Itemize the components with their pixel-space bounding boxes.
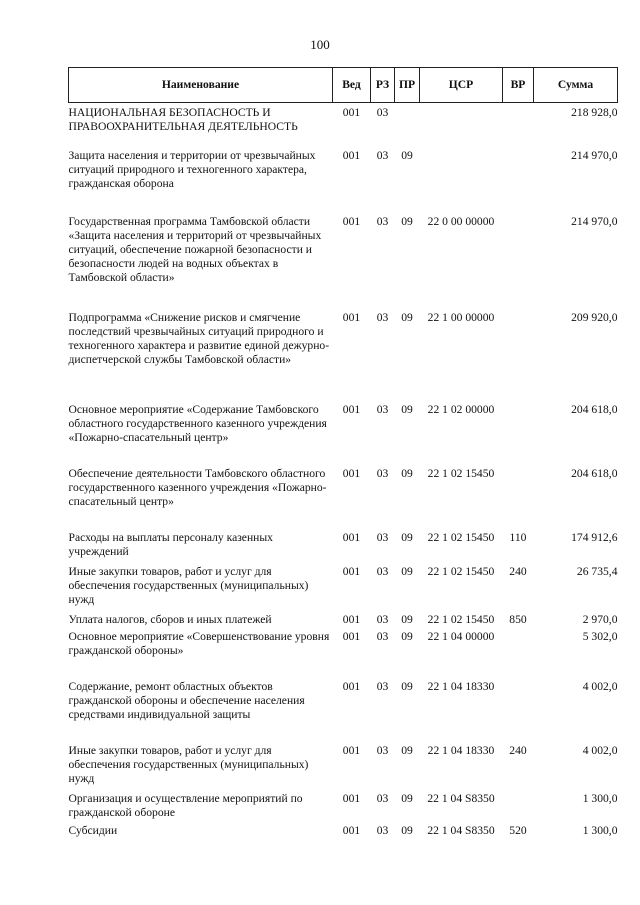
row-sum: 4 002,0 — [582, 743, 618, 757]
row-csr: 22 1 04 S8350 — [427, 791, 495, 805]
row-name: Подпрограмма «Снижение рисков и смягчение последствий чрезвычайных ситуаций природного и техногенного характера и развитие единой дежурно-диспетчерской службы Тамбовской области» — [68, 310, 330, 366]
column-header-csr: ЦСР — [420, 68, 503, 103]
table-row — [69, 149, 618, 215]
table-row — [69, 613, 618, 630]
row-pr: 09 — [401, 743, 413, 757]
table-row — [69, 467, 618, 531]
row-sum: 218 928,0 — [571, 106, 618, 119]
row-ved: 001 — [342, 612, 361, 626]
table-row — [69, 215, 618, 311]
table-row — [69, 744, 618, 792]
table-header — [69, 68, 618, 103]
column-header-rz: РЗ — [371, 68, 395, 103]
row-vr — [503, 149, 534, 215]
row-pr: 09 — [401, 679, 413, 693]
table-row — [69, 565, 618, 613]
row-ved: 001 — [342, 214, 361, 228]
column-header-ved: Вед — [333, 68, 371, 103]
row-csr — [420, 103, 503, 149]
row-name: Субсидии — [68, 823, 118, 837]
row-rz: 03 — [376, 743, 389, 757]
row-vr — [503, 792, 534, 824]
row-ved: 001 — [342, 743, 361, 757]
row-vr — [503, 103, 534, 149]
row-pr: 09 — [401, 791, 413, 805]
table-row — [69, 403, 618, 467]
row-vr: 520 — [509, 823, 527, 837]
row-vr — [503, 403, 534, 467]
row-name: Основное мероприятие «Совершенствование уровня гражданской обороны» — [68, 629, 330, 657]
row-csr: 22 1 02 15450 — [427, 612, 495, 626]
row-pr: 09 — [401, 823, 413, 837]
table-row — [69, 680, 618, 744]
row-csr: 22 1 02 15450 — [427, 564, 495, 578]
row-rz: 03 — [376, 629, 389, 643]
row-sum: 214 970,0 — [571, 148, 618, 162]
row-vr — [503, 630, 534, 680]
row-name: Содержание, ремонт областных объектов гражданской обороны и обеспечение населения средствами индивидуальной защиты — [68, 679, 305, 721]
row-pr: 09 — [401, 629, 413, 643]
row-rz: 03 — [376, 679, 389, 693]
row-csr: 22 1 04 S8350 — [427, 823, 495, 837]
row-csr: 22 1 04 18330 — [427, 743, 495, 757]
row-sum: 5 302,0 — [582, 629, 618, 643]
row-ved: 001 — [342, 791, 361, 805]
row-name: Основное мероприятие «Содержание Тамбовского областного государственного казенного учреждения «Пожарно-спасательный центр» — [68, 402, 327, 444]
table-row — [69, 311, 618, 403]
row-csr: 22 1 00 00000 — [427, 310, 495, 324]
row-sum: 174 912,6 — [571, 530, 618, 544]
row-sum: 2 970,0 — [582, 612, 618, 626]
row-pr: 09 — [401, 466, 413, 480]
row-vr: 240 — [509, 743, 527, 757]
row-vr: 850 — [509, 612, 527, 626]
row-vr — [503, 215, 534, 311]
row-ved: 001 — [342, 466, 361, 480]
table-row — [69, 824, 618, 842]
row-name: НАЦИОНАЛЬНАЯ БЕЗОПАСНОСТЬ И ПРАВООХРАНИТЕЛЬНАЯ ДЕЯТЕЛЬНОСТЬ — [68, 106, 298, 133]
row-ved: 001 — [342, 310, 361, 324]
row-vr: 240 — [509, 564, 527, 578]
row-csr: 22 1 02 15450 — [427, 466, 495, 480]
row-sum: 204 618,0 — [571, 402, 618, 416]
row-pr: 09 — [401, 530, 413, 544]
row-rz: 03 — [376, 530, 389, 544]
row-pr — [395, 103, 420, 149]
table-row — [69, 103, 618, 149]
row-pr: 09 — [401, 564, 413, 578]
row-sum: 209 920,0 — [571, 310, 618, 324]
row-ved: 001 — [342, 148, 361, 162]
row-csr: 22 1 02 15450 — [427, 530, 495, 544]
row-name: Уплата налогов, сборов и иных платежей — [68, 612, 272, 626]
column-header-name: Наименование — [69, 68, 333, 103]
row-ved: 001 — [342, 106, 361, 119]
row-vr — [503, 467, 534, 531]
row-rz: 03 — [376, 823, 389, 837]
row-ved: 001 — [342, 564, 361, 578]
row-rz: 03 — [376, 310, 389, 324]
column-header-pr: ПР — [395, 68, 420, 103]
row-name: Иные закупки товаров, работ и услуг для обеспечения государственных (муниципальных) нужд — [68, 564, 309, 606]
row-rz: 03 — [376, 214, 389, 228]
row-vr — [503, 680, 534, 744]
row-ved: 001 — [342, 629, 361, 643]
column-header-sum: Сумма — [534, 68, 618, 103]
row-rz: 03 — [376, 791, 389, 805]
row-name: Организация и осуществление мероприятий по гражданской обороне — [68, 791, 303, 819]
row-rz: 03 — [376, 612, 389, 626]
row-name: Расходы на выплаты персоналу казенных учреждений — [68, 530, 273, 558]
row-vr — [503, 311, 534, 403]
row-pr: 09 — [401, 310, 413, 324]
table-row — [69, 792, 618, 824]
row-name: Государственная программа Тамбовской области «Защита населения и территорий от чрезвычайных ситуаций, обеспечение пожарной безопасности и безопасности людей на водных объектах в Тамбовской области» — [68, 214, 322, 284]
row-sum: 1 300,0 — [582, 791, 618, 805]
row-csr: 22 1 04 18330 — [427, 679, 495, 693]
page-number: 100 — [310, 37, 330, 52]
row-csr — [420, 149, 503, 215]
row-sum: 204 618,0 — [571, 466, 618, 480]
row-rz: 03 — [376, 148, 389, 162]
row-sum: 4 002,0 — [582, 679, 618, 693]
row-pr: 09 — [401, 402, 413, 416]
row-csr: 22 1 02 00000 — [427, 402, 495, 416]
row-ved: 001 — [342, 402, 361, 416]
row-sum: 214 970,0 — [571, 214, 618, 228]
row-name: Обеспечение деятельности Тамбовского областного государственного казенного учреждения «Пожарно-спасательный центр» — [68, 466, 327, 508]
row-name: Защита населения и территории от чрезвычайных ситуаций природного и техногенного характера, гражданская оборона — [68, 148, 316, 190]
row-csr: 22 1 04 00000 — [427, 629, 495, 643]
column-header-vr: ВР — [503, 68, 534, 103]
row-sum: 26 735,4 — [576, 564, 618, 578]
row-vr: 110 — [509, 530, 527, 544]
row-sum: 1 300,0 — [582, 823, 618, 837]
row-rz: 03 — [376, 106, 389, 119]
table-row — [69, 531, 618, 565]
row-csr: 22 0 00 00000 — [427, 214, 495, 228]
row-pr: 09 — [401, 214, 413, 228]
table-row — [69, 630, 618, 680]
row-name: Иные закупки товаров, работ и услуг для обеспечения государственных (муниципальных) нужд — [68, 743, 309, 785]
row-ved: 001 — [342, 823, 361, 837]
row-ved: 001 — [342, 679, 361, 693]
row-rz: 03 — [376, 466, 389, 480]
row-ved: 001 — [342, 530, 361, 544]
budget-table — [68, 67, 618, 842]
row-rz: 03 — [376, 564, 389, 578]
row-pr: 09 — [401, 612, 413, 626]
row-pr: 09 — [401, 148, 413, 162]
row-rz: 03 — [376, 402, 389, 416]
